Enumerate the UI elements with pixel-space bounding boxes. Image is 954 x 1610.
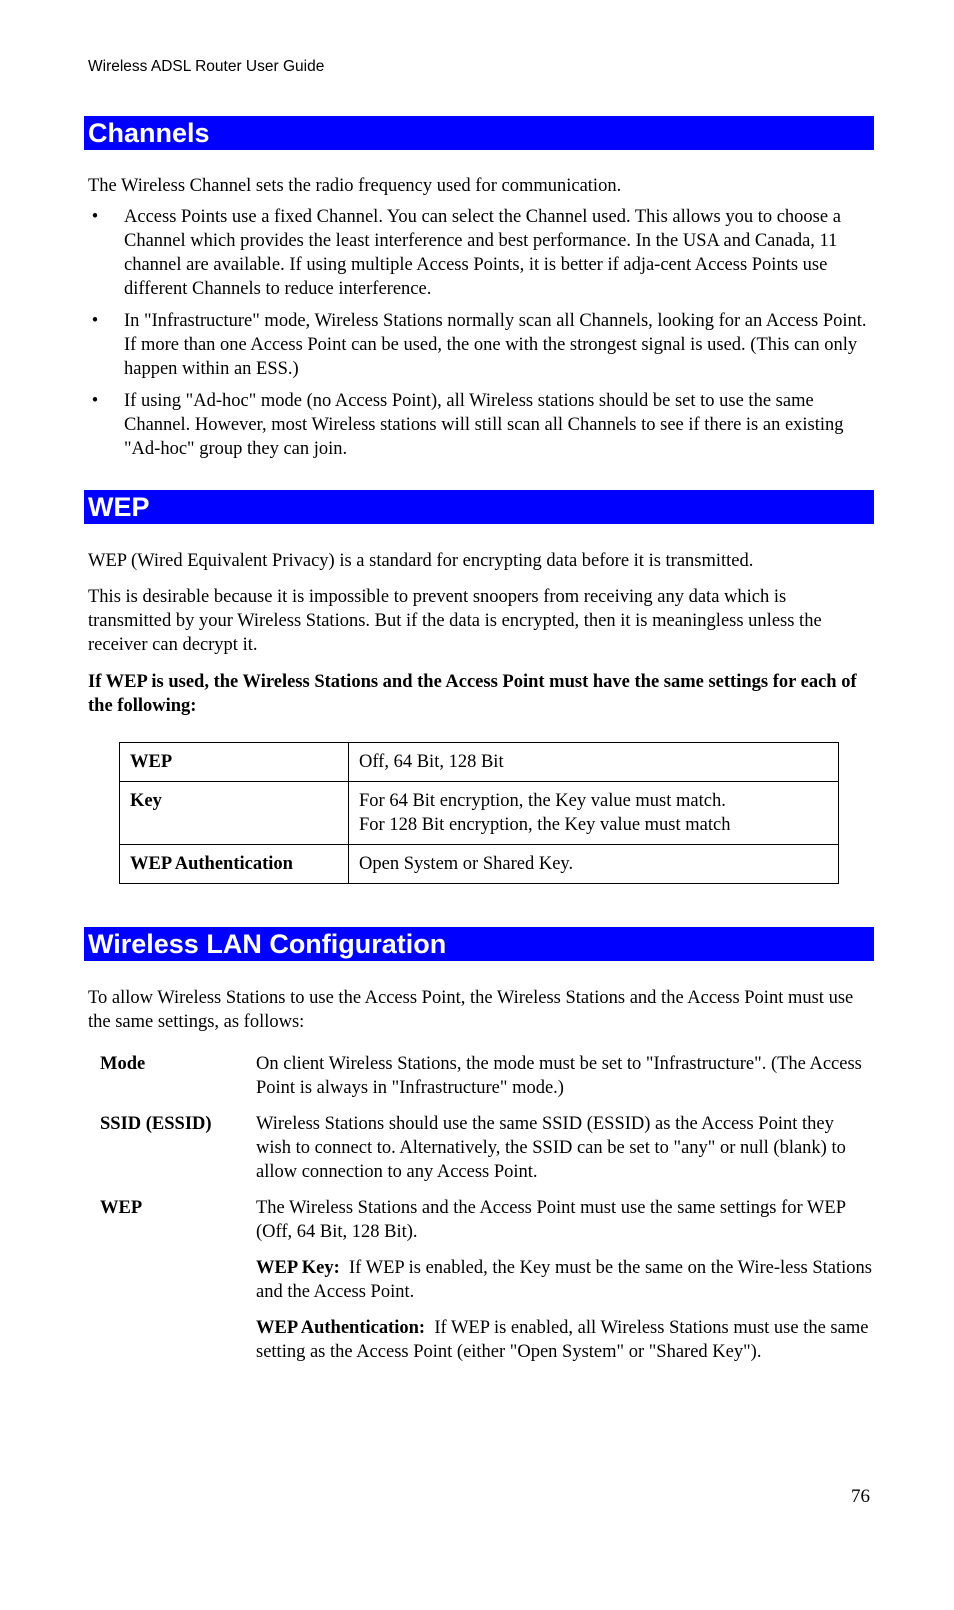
definition-term: SSID (ESSID) (100, 1114, 212, 1134)
section-heading-channels: Channels (84, 116, 874, 150)
list-item: • In "Infrastructure" mode, Wireless Stations normally scan all Channels, looking for an Access Point. If more than one Access Point can be used, the one with the strongest signal is used. (This can only happen within an ESS.) (91, 311, 867, 379)
wep-settings-table (119, 742, 839, 884)
channels-bullet-list (88, 205, 873, 469)
section-heading-wep: WEP (84, 490, 874, 524)
table-value: Off, 64 Bit, 128 Bit (349, 743, 839, 782)
running-header: Wireless ADSL Router User Guide (88, 58, 325, 75)
table-key: WEP Authentication (120, 845, 349, 884)
definition-term: WEP (100, 1198, 143, 1218)
table-value-line: For 64 Bit encryption, the Key value must match. (359, 791, 726, 811)
wep-auth-label: WEP Authentication: (256, 1318, 426, 1338)
wep-auth-text: If WEP is enabled, all Wireless Stations must use the same setting as the Access Point (either "Open System" or "Shared Key"). (256, 1318, 869, 1362)
wep-paragraph-2: This is desirable because it is impossible to prevent snoopers from receiving any data which is transmitted by your Wireless Stations. But if the data is encrypted, then it is meaningless unless the receiver can decrypt it. (88, 587, 822, 655)
wep-desc-text: The Wireless Stations and the Access Point must use the same settings for WEP (Off, 64 Bit, 128 Bit). (256, 1198, 846, 1242)
wep-key-note (256, 1256, 872, 1304)
table-value (349, 782, 839, 845)
section-heading-wlan: Wireless LAN Configuration (84, 927, 874, 961)
wlan-intro: To allow Wireless Stations to use the Access Point, the Wireless Stations and the Access Point must use the same settings, as follows: (88, 988, 854, 1032)
channels-intro: The Wireless Channel sets the radio frequency used for communication. (88, 176, 622, 196)
wep-auth-note (256, 1316, 872, 1364)
wep-key-text: If WEP is enabled, the Key must be the same on the Wire-less Stations and the Access Point. (256, 1258, 872, 1302)
wep-paragraph-3: If WEP is used, the Wireless Stations and the Access Point must have the same settings for each of the following: (88, 672, 857, 716)
definition-desc (256, 1196, 872, 1364)
table-value: Open System or Shared Key. (349, 845, 839, 884)
list-item: • If using "Ad-hoc" mode (no Access Point), all Wireless stations should be set to use the same Channel. However, most Wireless stations will still scan all Channels to see if there is an existing "Ad-hoc" group they can join. (91, 391, 844, 459)
table-row (120, 743, 839, 782)
definition-desc: Wireless Stations should use the same SSID (ESSID) as the Access Point they wish to connect to. Alternatively, the SSID can be set to "any" or null (blank) to allow connection to any Access Point. (256, 1114, 846, 1182)
wep-key-label: WEP Key: (256, 1258, 340, 1278)
definition-desc: On client Wireless Stations, the mode must be set to "Infrastructure". (The Access Point is always in "Infrastructure" mode.) (256, 1054, 862, 1098)
table-key: WEP (120, 743, 349, 782)
table-row (120, 782, 839, 845)
table-key: Key (120, 782, 349, 845)
wep-paragraph-1: WEP (Wired Equivalent Privacy) is a standard for encrypting data before it is transmitted. (88, 551, 754, 571)
page-number: 76 (851, 1486, 870, 1507)
table-row (120, 845, 839, 884)
definition-term: Mode (100, 1054, 146, 1074)
table-value-line: For 128 Bit encryption, the Key value must match (359, 815, 731, 835)
list-item: • Access Points use a fixed Channel. You can select the Channel used. This allows you to choose a Channel which provides the least interference and best performance. In the USA and Canada, 11 channel are available. If using multiple Access Points, it is better if adja-cent Access Points use different Channels to reduce interference. (91, 207, 841, 299)
